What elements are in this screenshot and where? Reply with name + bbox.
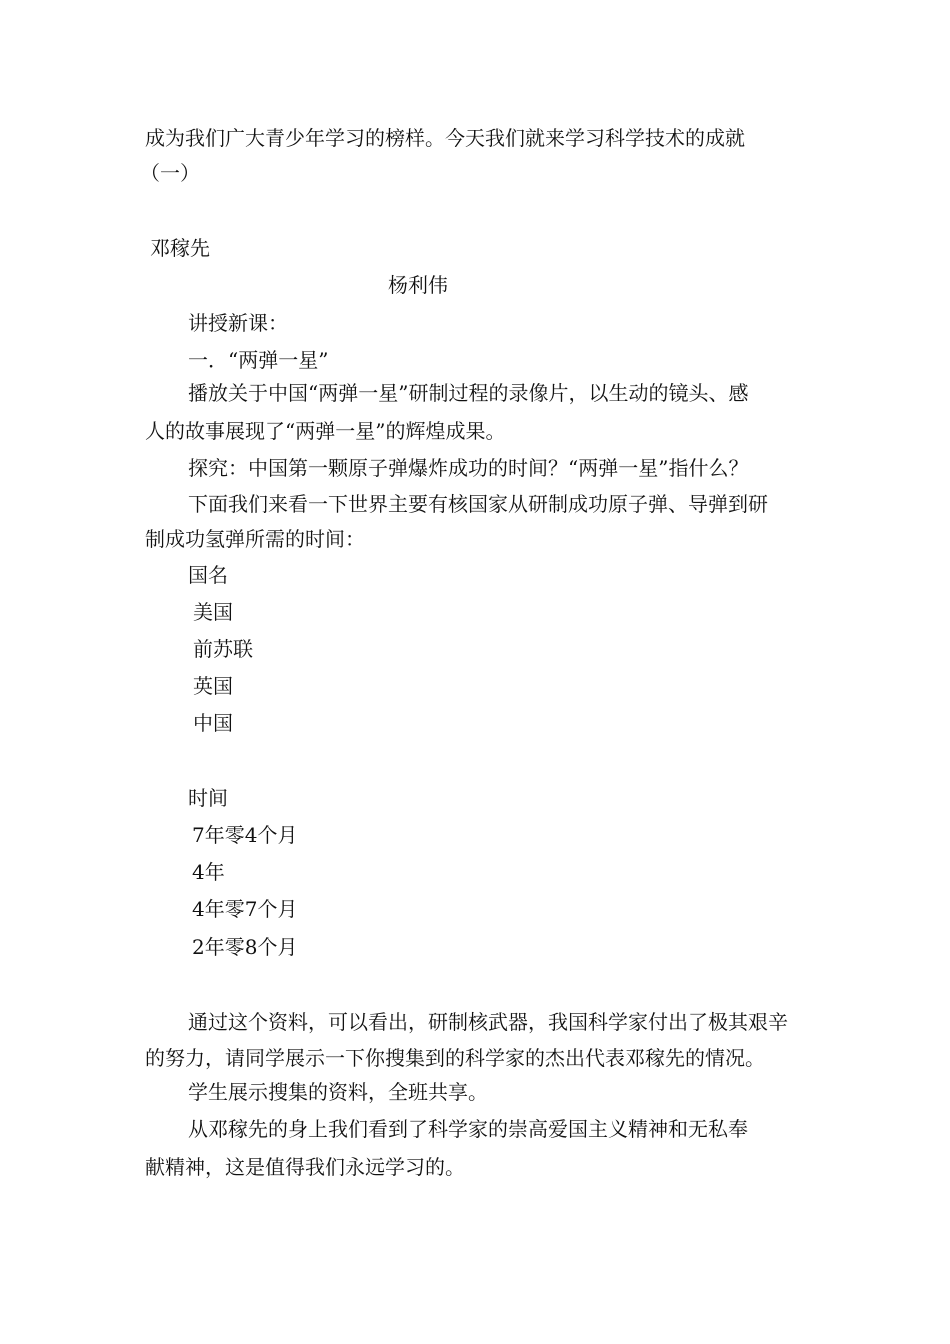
text-line: 邓稼先 (150, 236, 210, 260)
text-line: 一．“两弹一星” (188, 348, 329, 372)
text-line: 通过这个资料，可以看出，研制核武器，我国科学家付出了极其艰辛 (188, 1010, 788, 1034)
text-line: 中国 (193, 711, 233, 735)
text-line: 学生展示搜集的资料，全班共享。 (188, 1080, 488, 1104)
text-line: 献精神，这是值得我们永远学习的。 (145, 1155, 465, 1179)
text-line: 美国 (193, 600, 233, 624)
text-line: 2年零8个月 (192, 935, 298, 959)
text-line: 时间 (188, 786, 228, 810)
text-line: 杨利伟 (388, 273, 448, 297)
text-line: 的努力，请同学展示一下你搜集到的科学家的杰出代表邓稼先的情况。 (145, 1046, 765, 1070)
text-line: 播放关于中国“两弹一星”研制过程的录像片，以生动的镜头、感 (188, 381, 749, 405)
text-line: 4年零7个月 (192, 897, 298, 921)
text-line: 英国 (193, 674, 233, 698)
text-line: 前苏联 (193, 637, 253, 661)
text-line: 4年 (192, 860, 225, 884)
text-line: 成为我们广大青少年学习的榜样。今天我们就来学习科学技术的成就 (145, 126, 745, 150)
text-line: 从邓稼先的身上我们看到了科学家的崇高爱国主义精神和无私奉 (188, 1117, 748, 1141)
text-line: 人的故事展现了“两弹一星”的辉煌成果。 (145, 419, 506, 443)
text-line: 讲授新课： (188, 311, 288, 335)
text-line: 国名 (188, 563, 228, 587)
text-line: （一） (140, 161, 200, 185)
text-line: 7年零4个月 (192, 823, 298, 847)
text-line: 探究：中国第一颗原子弹爆炸成功的时间？“两弹一星”指什么？ (188, 456, 749, 480)
text-line: 下面我们来看一下世界主要有核国家从研制成功原子弹、导弹到研 (188, 492, 768, 516)
text-line: 制成功氢弹所需的时间： (145, 527, 365, 551)
